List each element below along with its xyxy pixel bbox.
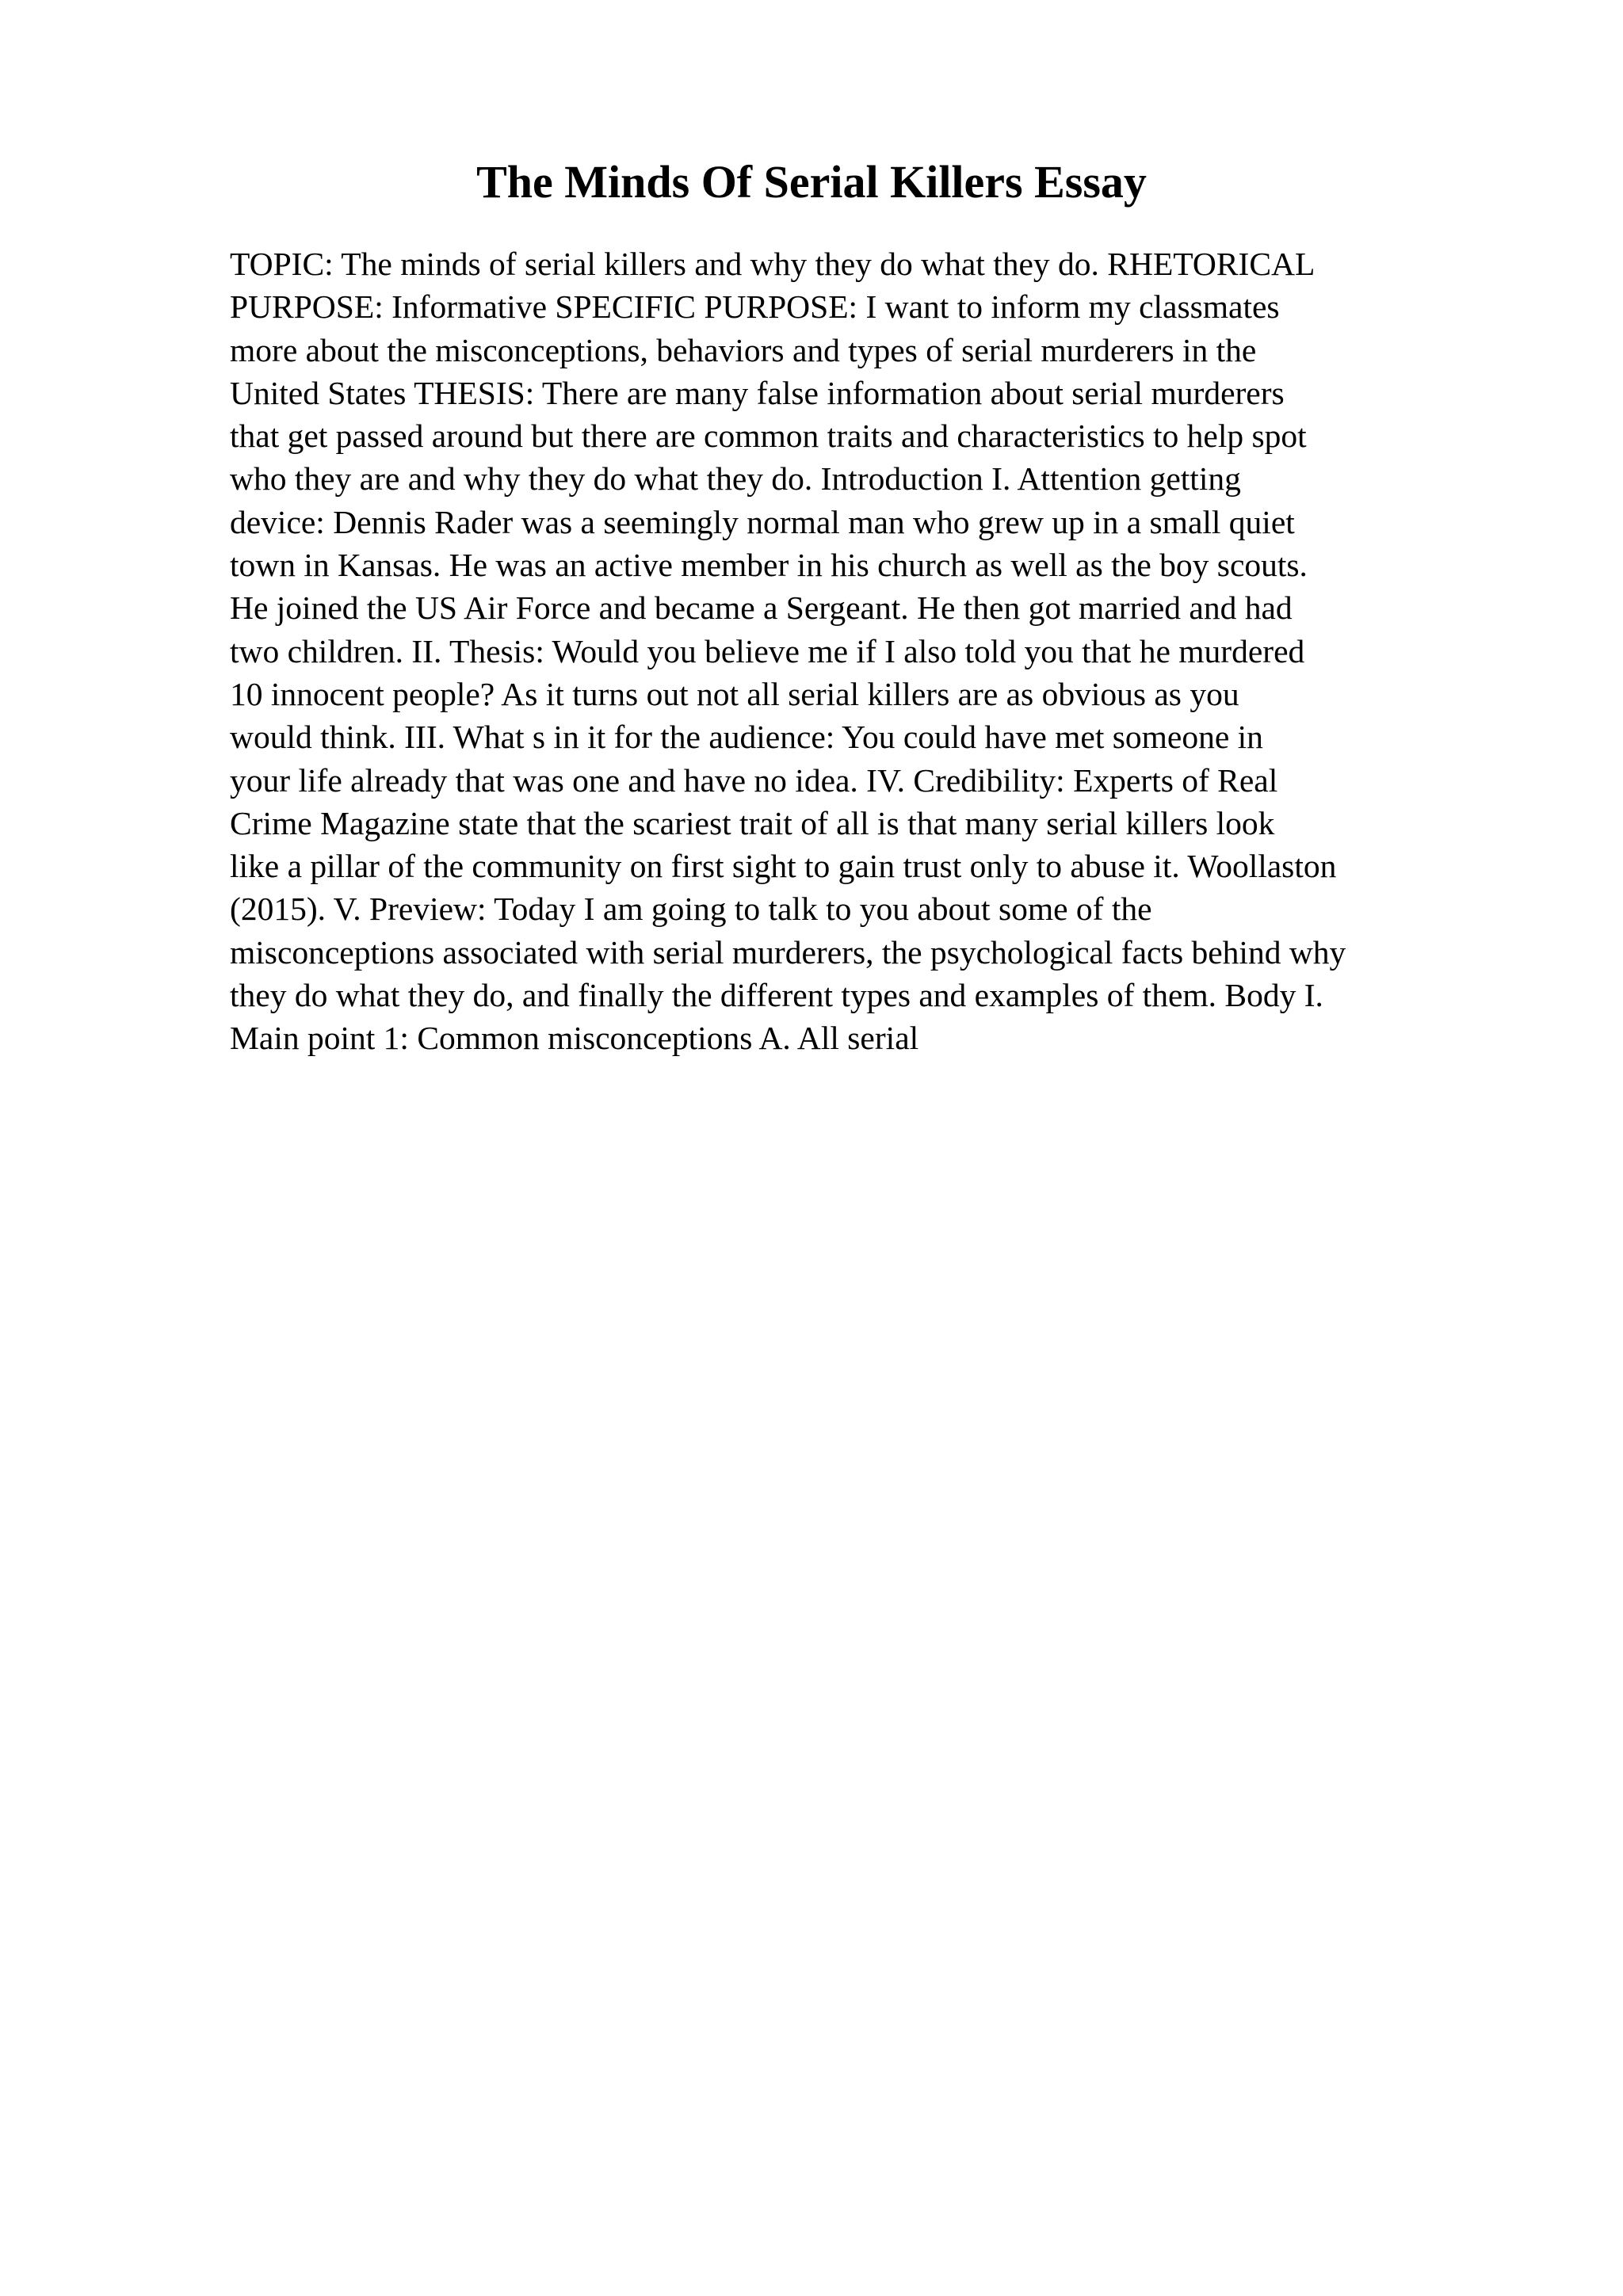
body-line: United States THESIS: There are many false information about serial murderers	[230, 374, 1285, 411]
body-line: like a pillar of the community on first sight to gain trust only to abuse it. Woollaston	[230, 848, 1337, 885]
body-line: who they are and why they do what they do. Introduction I. Attention getting	[230, 460, 1241, 498]
body-line: Crime Magazine state that the scariest trait of all is that many serial killers look	[230, 804, 1275, 841]
body-line: would think. III. What s in it for the audience: You could have met someone in	[230, 719, 1263, 756]
body-line: town in Kansas. He was an active member in his church as well as the boy scouts.	[230, 547, 1308, 584]
body-line: that get passed around but there are common traits and characteristics to help spot	[230, 418, 1307, 455]
body-line: 10 innocent people? As it turns out not all serial killers are as obvious as you	[230, 675, 1239, 712]
body-line: more about the misconceptions, behaviors and types of serial murderers in the	[230, 331, 1257, 368]
body-line: device: Dennis Rader was a seemingly normal man who grew up in a small quiet	[230, 503, 1295, 540]
body-line: your life already that was one and have no idea. IV. Credibility: Experts of Real	[230, 761, 1278, 799]
document-title: The Minds Of Serial Killers Essay	[476, 156, 1147, 208]
body-line: misconceptions associated with serial murderers, the psychological facts behind why	[230, 933, 1346, 971]
body-line: (2015). V. Preview: Today I am going to talk to you about some of the	[230, 891, 1152, 928]
body-line: they do what they do, and finally the different types and examples of them. Body I.	[230, 977, 1323, 1014]
body-line: two children. II. Thesis: Would you believe me if I also told you that he murdered	[230, 632, 1305, 669]
body-line: Main point 1: Common misconceptions A. All serial	[230, 1020, 919, 1057]
document-body	[230, 242, 1482, 1060]
body-line: He joined the US Air Force and became a Sergeant. He then got married and had	[230, 589, 1293, 627]
body-line: PURPOSE: Informative SPECIFIC PURPOSE: I want to inform my classmates	[230, 288, 1280, 326]
body-line: TOPIC: The minds of serial killers and why they do what they do. RHETORICAL	[230, 246, 1316, 282]
